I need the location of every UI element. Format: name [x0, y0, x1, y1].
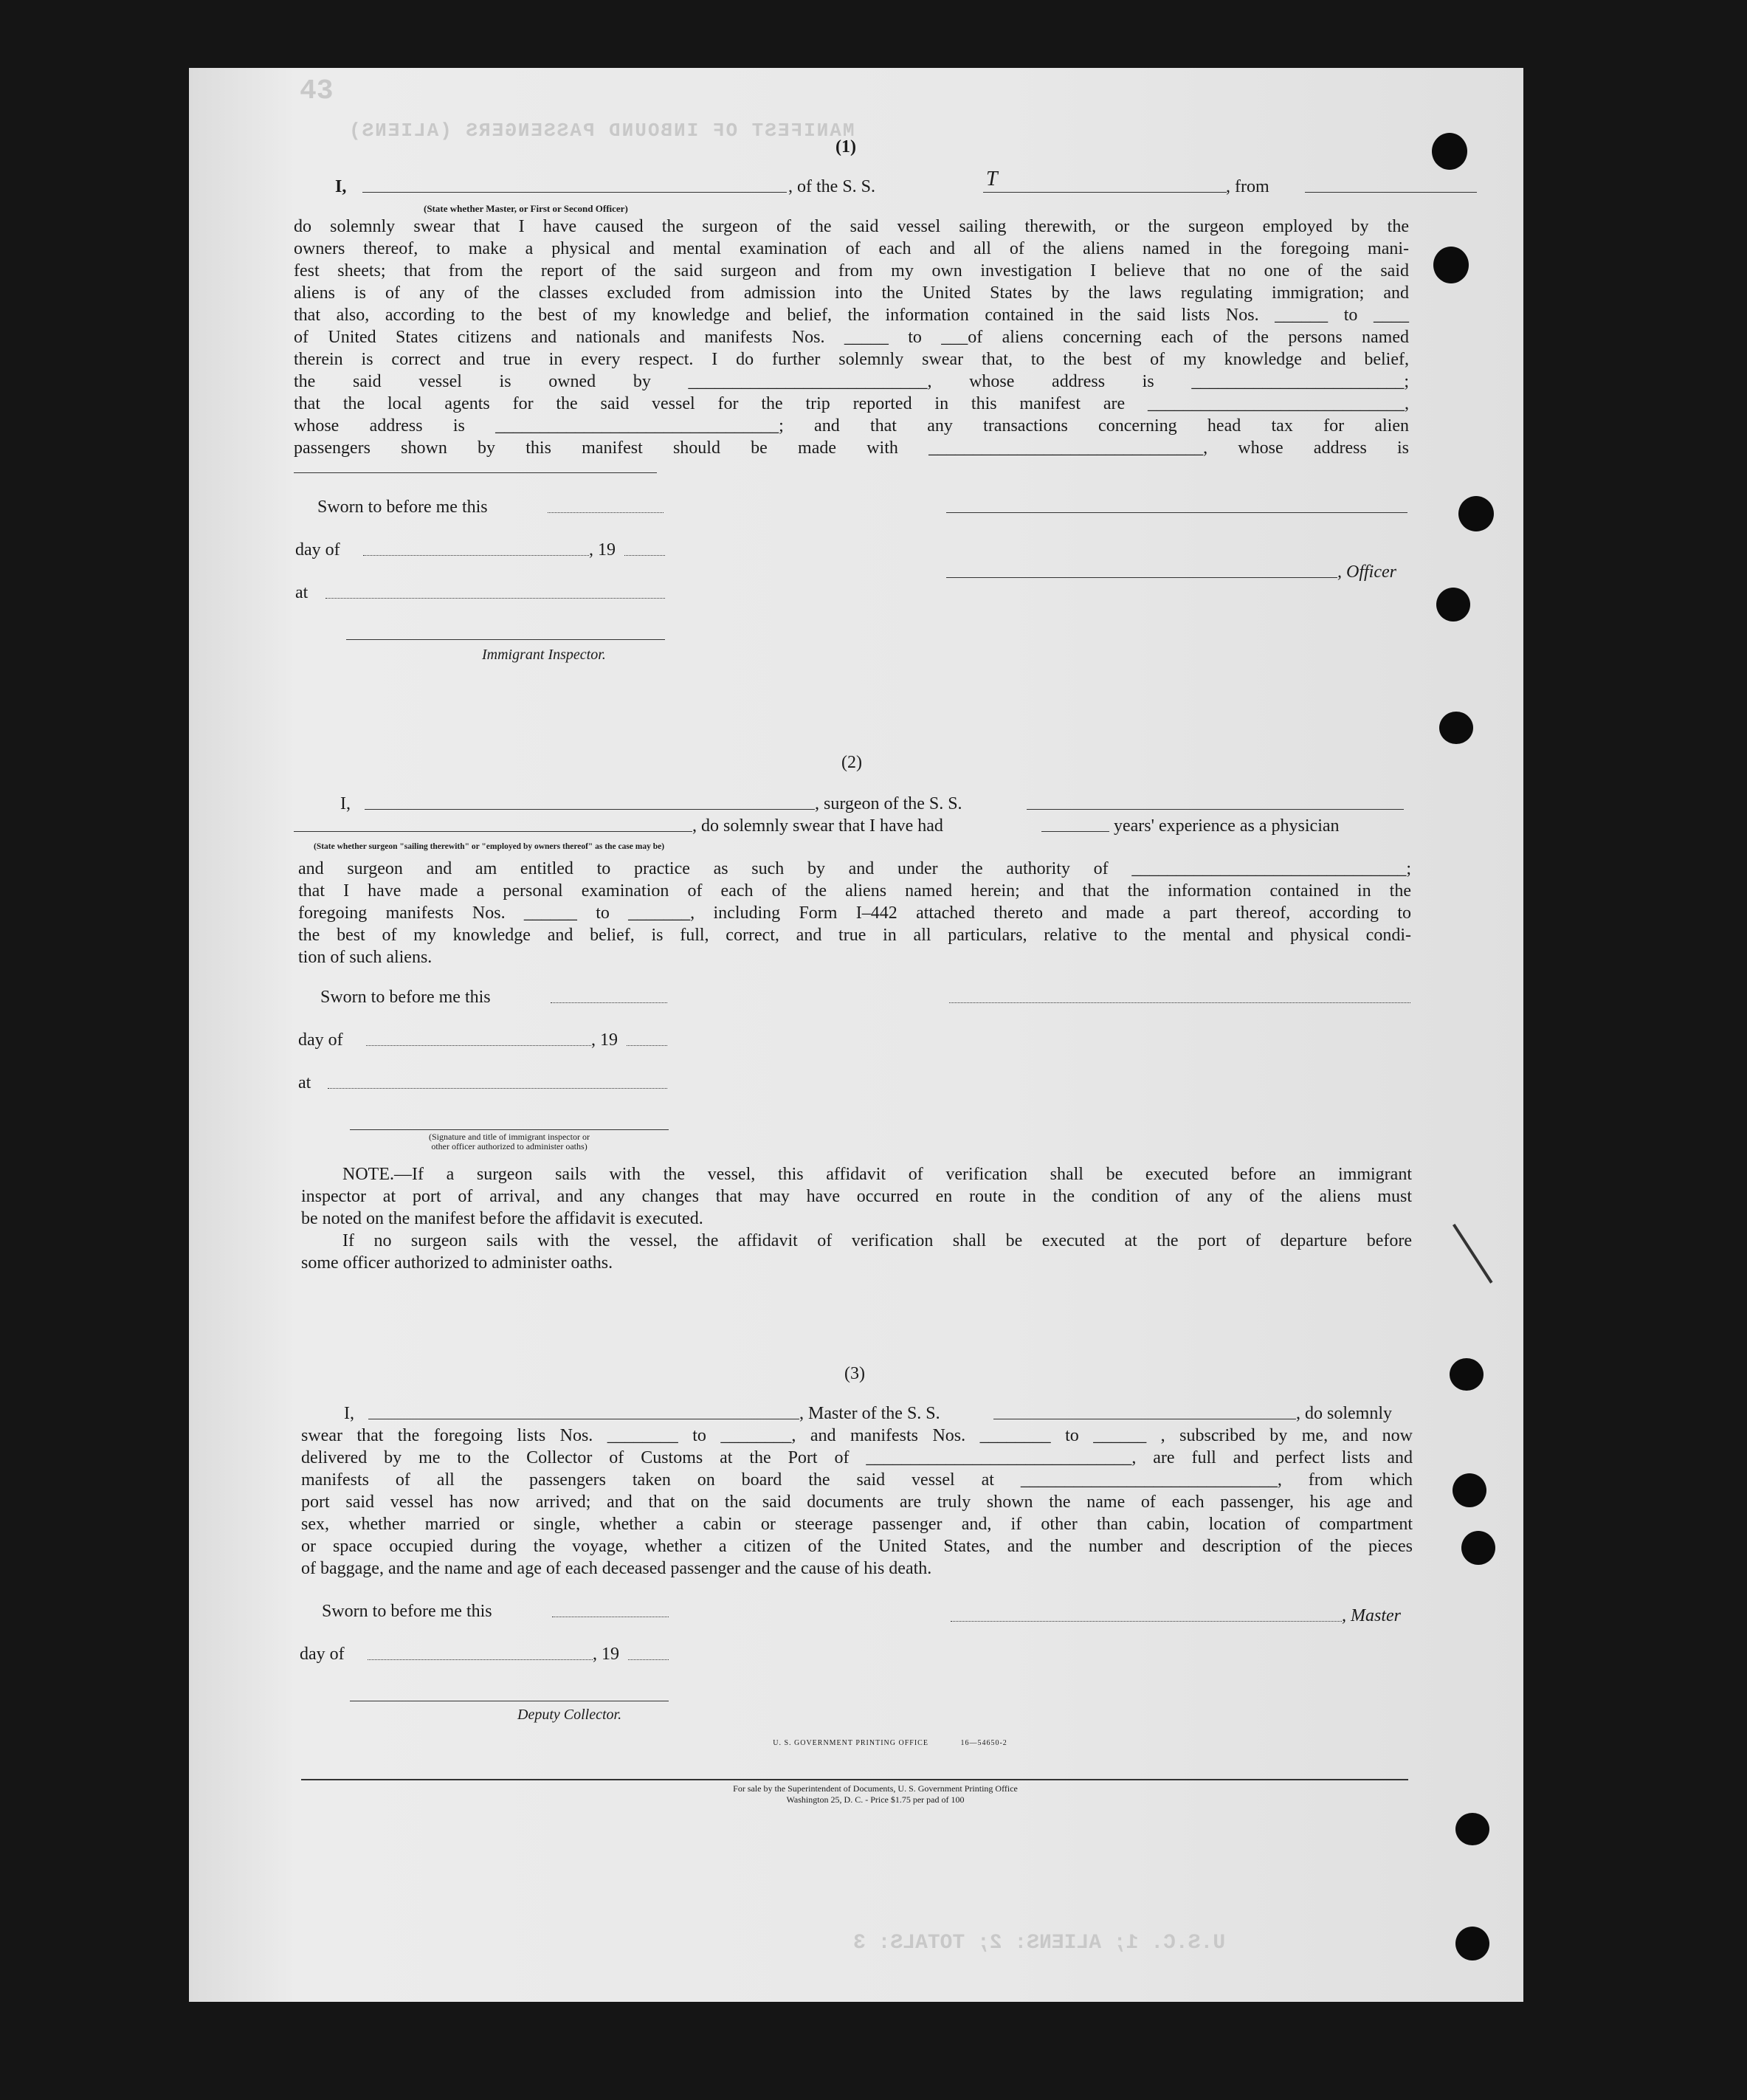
year-label-1: , 19 — [589, 540, 616, 560]
binder-hole-2 — [1433, 247, 1469, 283]
years-line — [1041, 831, 1109, 832]
note-line-2: inspector at port of arrival, and any changes that may have occurred en route in the condition of any of the aliens must — [301, 1187, 1412, 1206]
section-2-i: I, — [340, 794, 351, 813]
oath-line-1: do solemnly swear that I have caused the surgeon of the said vessel sailing therewith, or the surgeon employed by the — [294, 217, 1409, 236]
sig-hint-1: (Signature and title of immigrant inspector or — [429, 1132, 590, 1142]
binder-hole-3 — [1458, 496, 1494, 531]
section-3-i: I, — [344, 1404, 354, 1423]
master-label: , Master — [1342, 1606, 1401, 1625]
binder-hole-4 — [1436, 588, 1470, 622]
surgeon-line-5: tion of such aliens. — [298, 948, 433, 967]
section-2-oath — [298, 858, 1411, 968]
master-line-2: delivered by me to the Collector of Customs at the Port of ______________________________, are full and perfect lists and — [301, 1448, 1413, 1467]
from-port-line — [1305, 192, 1477, 193]
day-of-line-2 — [366, 1045, 591, 1046]
sale-line-2: Washington 25, D. C. - Price $1.75 per pad of 100 — [786, 1794, 965, 1805]
binder-hole-1 — [1432, 133, 1467, 170]
master-line-5: sex, whether married or single, whether a cabin or steerage passenger and, if other than cabin, location of compartment — [301, 1515, 1413, 1534]
surgeon-role-line — [294, 831, 692, 832]
solemnly-label: , do solemnly — [1296, 1404, 1392, 1423]
day-of-line-3 — [368, 1659, 593, 1660]
inspector-label: Immigrant Inspector. — [482, 647, 606, 663]
section-3-number: (3) — [844, 1364, 865, 1383]
section-1-oath — [294, 216, 1409, 459]
sworn-label-2: Sworn to before me this — [320, 988, 491, 1007]
oath-line-3: fest sheets; that from the report of the said surgeon and from my own investigation I believe that no one of the said — [294, 261, 1409, 280]
master-line-7: of baggage, and the name and age of each deceased passenger and the cause of his death. — [301, 1559, 932, 1578]
year-line-1 — [624, 555, 665, 556]
section-1-number: (1) — [835, 137, 856, 156]
ship-name-handwritten: T — [986, 168, 998, 190]
collector-label: Deputy Collector. — [517, 1707, 622, 1723]
year-label-2: , 19 — [591, 1030, 618, 1050]
agent-address-line — [294, 472, 657, 473]
gpo-imprint — [720, 1738, 1060, 1749]
oath-line-10: whose address is ________________________________; and that any transactions concerning head tax for alien — [294, 416, 1409, 436]
master-signature-line — [951, 1621, 1342, 1622]
officer-label: , Officer — [1337, 562, 1396, 582]
ship-name-line — [983, 192, 1227, 193]
bleed-page-number: 43 — [300, 75, 334, 107]
swear-had-label: , do solemnly swear that I have had — [692, 816, 943, 836]
surgeon-hint: (State whether surgeon "sailing therewith" or "employed by owners thereof" as the case may be) — [314, 842, 665, 851]
section-2-number: (2) — [841, 753, 862, 772]
master-hint: (State whether Master, or First or Second Officer) — [424, 203, 628, 214]
year-line-3 — [628, 1659, 669, 1660]
binder-hole-8 — [1461, 1531, 1495, 1565]
gpo-label: U. S. GOVERNMENT PRINTING OFFICE — [773, 1739, 928, 1747]
binder-hole-5 — [1439, 712, 1473, 744]
master-line-1: swear that the foregoing lists Nos. ________ to ________, and manifests Nos. ________ to ______ , subscribed by me, and now — [301, 1426, 1413, 1445]
at-label-1: at — [295, 583, 309, 602]
of-ss-label: , of the S. S. — [788, 177, 876, 196]
inspector-line-1 — [346, 639, 665, 640]
section-3-oath — [301, 1425, 1413, 1580]
surgeon-ship-line — [1027, 809, 1404, 810]
note-line-4: If no surgeon sails with the vessel, the affidavit of verification shall be executed at the port of departure before — [342, 1231, 1412, 1250]
surgeon-line-3: foregoing manifests Nos. ______ to _______, including Form I–442 attached thereto and made a part thereof, according to — [298, 903, 1411, 923]
binder-hole-6 — [1450, 1358, 1484, 1391]
master-line-4: port said vessel has now arrived; and that on the said documents are truly shown the name of each passenger, his age and — [301, 1493, 1413, 1512]
master-of-label: , Master of the S. S. — [799, 1404, 940, 1423]
years-label: years' experience as a physician — [1114, 816, 1340, 836]
binder-hole-10 — [1455, 1927, 1489, 1960]
section-1-i: I, — [335, 177, 347, 196]
sig-hint — [350, 1132, 669, 1151]
note-line-5: some officer authorized to administer oaths. — [301, 1253, 613, 1273]
bleed-totals: U.S.C. 1; ALIENS: 2; TOTALS: 3 — [853, 1932, 1226, 1955]
at-line-1 — [325, 598, 665, 599]
day-of-label-3: day of — [300, 1645, 345, 1664]
officer-signature-line-1 — [946, 512, 1407, 513]
oath-line-4: aliens is of any of the classes excluded from admission into the United States by the laws regulating immigration; and — [294, 283, 1409, 303]
oath-line-8: the said vessel is owned by ___________________________, whose address is ________________________; — [294, 372, 1409, 391]
sig-hint-2: other officer authorized to administer oaths) — [431, 1141, 587, 1151]
sworn-date-line-1 — [548, 512, 664, 513]
sworn-label-1: Sworn to before me this — [317, 498, 488, 517]
day-of-label-2: day of — [298, 1030, 343, 1050]
master-name-line — [362, 192, 787, 193]
at-label-2: at — [298, 1073, 311, 1092]
at-line-2 — [328, 1088, 667, 1089]
master-line-3: manifests of all the passengers taken on board the said vessel at _____________________________, from which — [301, 1470, 1413, 1490]
oath-line-2: owners thereof, to make a physical and mental examination of each and all of the aliens named in the foregoing mani- — [294, 239, 1409, 258]
surgeon-of-label: , surgeon of the S. S. — [815, 794, 962, 813]
year-label-3: , 19 — [593, 1645, 619, 1664]
officer-title-line — [946, 577, 1337, 578]
year-line-2 — [627, 1045, 667, 1046]
oath-line-11: passengers shown by this manifest should be made with _______________________________, whose address is — [294, 438, 1409, 458]
bleed-header: MANIFEST OF INBOUND PASSENGERS (ALIENS) — [348, 120, 855, 142]
day-of-line-1 — [363, 555, 589, 556]
surgeon-line-2: that I have made a personal examination of each of the aliens named herein; and that the information contained in the — [298, 881, 1411, 901]
note-line-1: NOTE.—If a surgeon sails with the vessel, this affidavit of verification shall be executed before an immigrant — [342, 1165, 1412, 1184]
form-page — [189, 68, 1523, 2002]
sale-notice — [558, 1783, 1193, 1805]
binder-hole-9 — [1455, 1813, 1489, 1845]
oath-line-6: of United States citizens and nationals and manifests Nos. _____ to ___of aliens concerning each of the persons named — [294, 328, 1409, 347]
oath-line-9: that the local agents for the said vessel for the trip reported in this manifest are _____________________________, — [294, 394, 1409, 413]
binder-hole-7 — [1453, 1473, 1486, 1507]
day-of-label-1: day of — [295, 540, 340, 560]
surgeon-line-4: the best of my knowledge and belief, is full, correct, and true in all particulars, relative to the mental and physical condi- — [298, 926, 1411, 945]
inspector-line-2 — [350, 1129, 669, 1130]
sale-line-1: For sale by the Superintendent of Documents, U. S. Government Printing Office — [733, 1783, 1018, 1794]
footer-rule — [301, 1779, 1408, 1780]
surgeon-line-1: and surgeon and am entitled to practice as such by and under the authority of _______________________________; — [298, 859, 1411, 878]
from-label: , from — [1226, 177, 1269, 196]
oath-line-5: that also, according to the best of my knowledge and belief, the information contained in the said lists Nos. ______ to ____ — [294, 306, 1409, 325]
sworn-date-line-2 — [551, 1002, 667, 1003]
sworn-label-3: Sworn to before me this — [322, 1602, 492, 1621]
surgeon-name-line — [365, 809, 815, 810]
note-line-3: be noted on the manifest before the affidavit is executed. — [301, 1209, 703, 1228]
master-line-6: or space occupied during the voyage, whether a citizen of the United States, and the number and description of the pieces — [301, 1537, 1413, 1556]
surgeon-signature-line — [949, 1002, 1410, 1003]
note-block — [301, 1163, 1412, 1274]
oath-line-7: therein is correct and true in every respect. I do further solemnly swear that, to the best of my knowledge and belief, — [294, 350, 1409, 369]
form-code: 16—54650-2 — [960, 1739, 1007, 1747]
